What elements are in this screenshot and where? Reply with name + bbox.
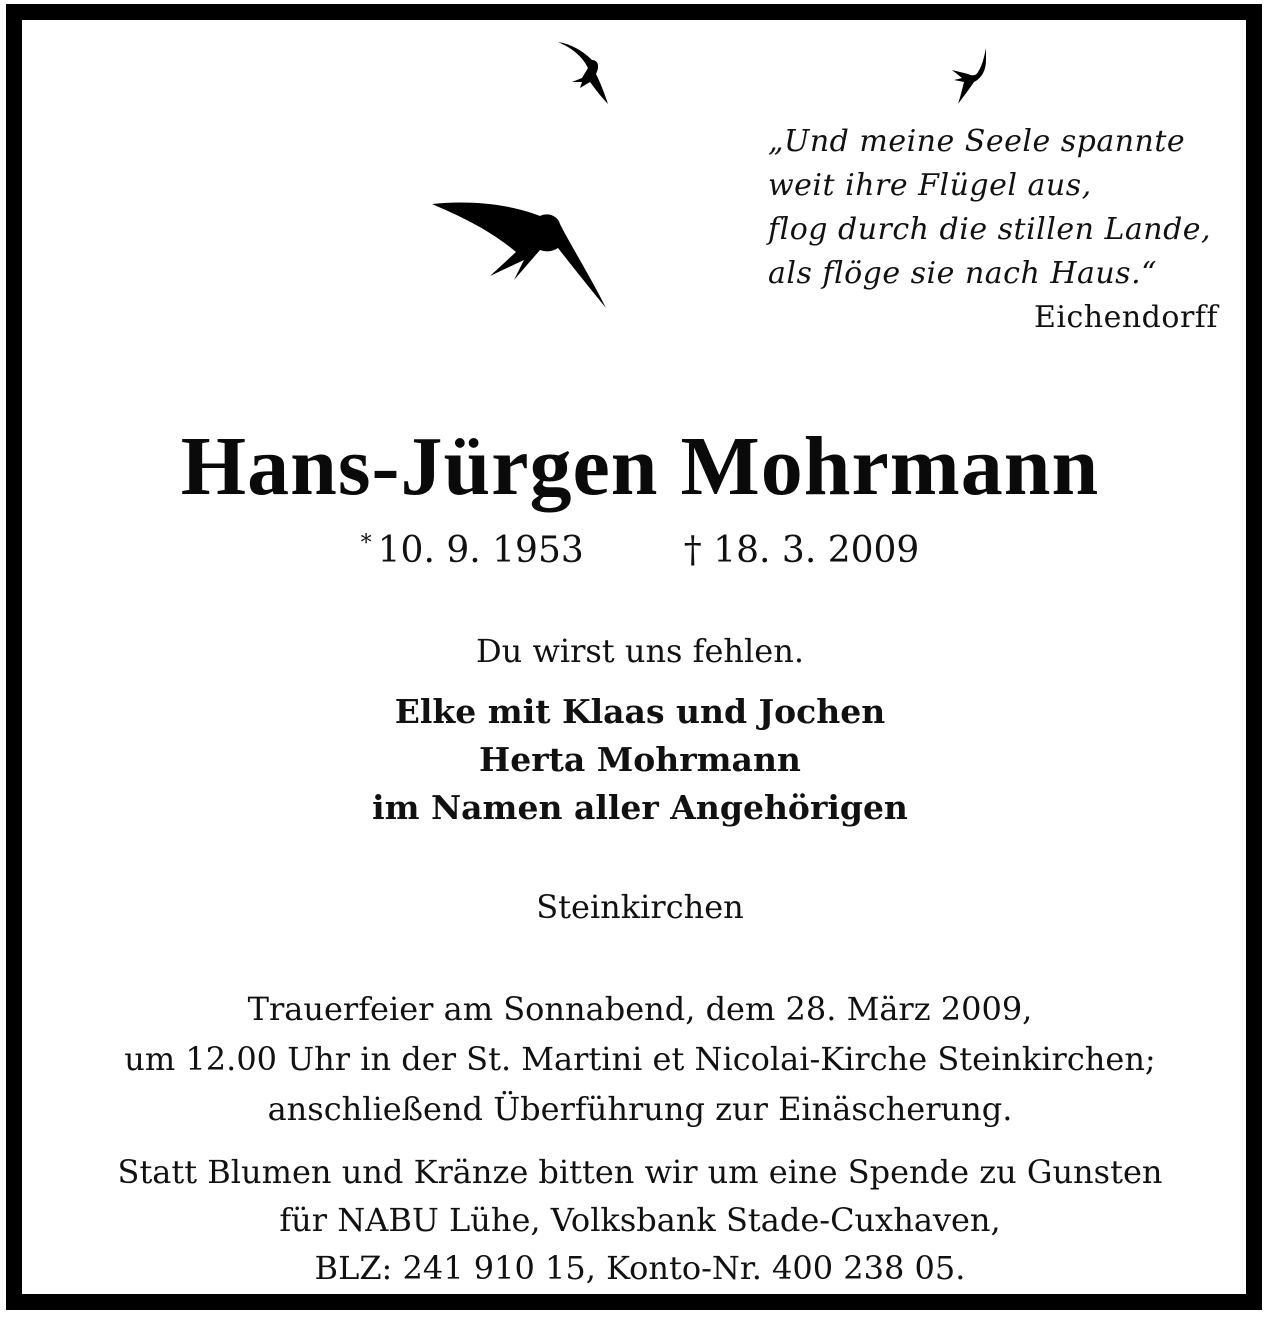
farewell-message: Du wirst uns fehlen. — [476, 632, 804, 670]
swallow-icon — [430, 196, 610, 312]
birth-date: 10. 9. 1953 — [377, 530, 584, 571]
family-line: Elke mit Klaas und Jochen — [394, 692, 886, 731]
birth-symbol: * — [360, 531, 372, 556]
donation-line: für NABU Lühe, Volksbank Stade-Cuxhaven, — [279, 1201, 1001, 1239]
quote-line: flog durch die stillen Lande, — [768, 212, 1212, 247]
service-line: Trauerfeier am Sonnabend, dem 28. März 2009, — [247, 990, 1033, 1028]
service-line: anschließend Überführung zur Einäscherung. — [267, 1090, 1013, 1128]
family-names — [0, 688, 1280, 832]
donation-info — [0, 1148, 1280, 1292]
donation-line: BLZ: 241 910 15, Konto-Nr. 400 238 05. — [314, 1249, 966, 1287]
deceased-name: Hans-Jürgen Mohrmann — [180, 420, 1100, 513]
service-line: um 12.00 Uhr in der St. Martini et Nicolai-Kirche Steinkirchen; — [124, 1040, 1156, 1078]
swallow-icon — [948, 44, 994, 108]
quote-line: „Und meine Seele spannte — [768, 124, 1186, 159]
swallow-icon — [552, 38, 616, 108]
quote-author: Eichendorff — [1033, 300, 1218, 335]
death-date: 18. 3. 2009 — [713, 530, 920, 571]
death-symbol: † — [683, 530, 702, 571]
quote-line: weit ihre Flügel aus, — [768, 168, 1092, 203]
family-line: Herta Mohrmann — [479, 740, 801, 779]
quote-line: als flöge sie nach Haus.“ — [768, 256, 1157, 291]
service-details — [0, 984, 1280, 1134]
poem-quote — [768, 120, 1218, 340]
place-name: Steinkirchen — [536, 888, 744, 926]
life-dates — [0, 530, 1280, 571]
family-line: im Namen aller Angehörigen — [372, 788, 908, 827]
donation-line: Statt Blumen und Kränze bitten wir um eine Spende zu Gunsten — [117, 1153, 1163, 1191]
